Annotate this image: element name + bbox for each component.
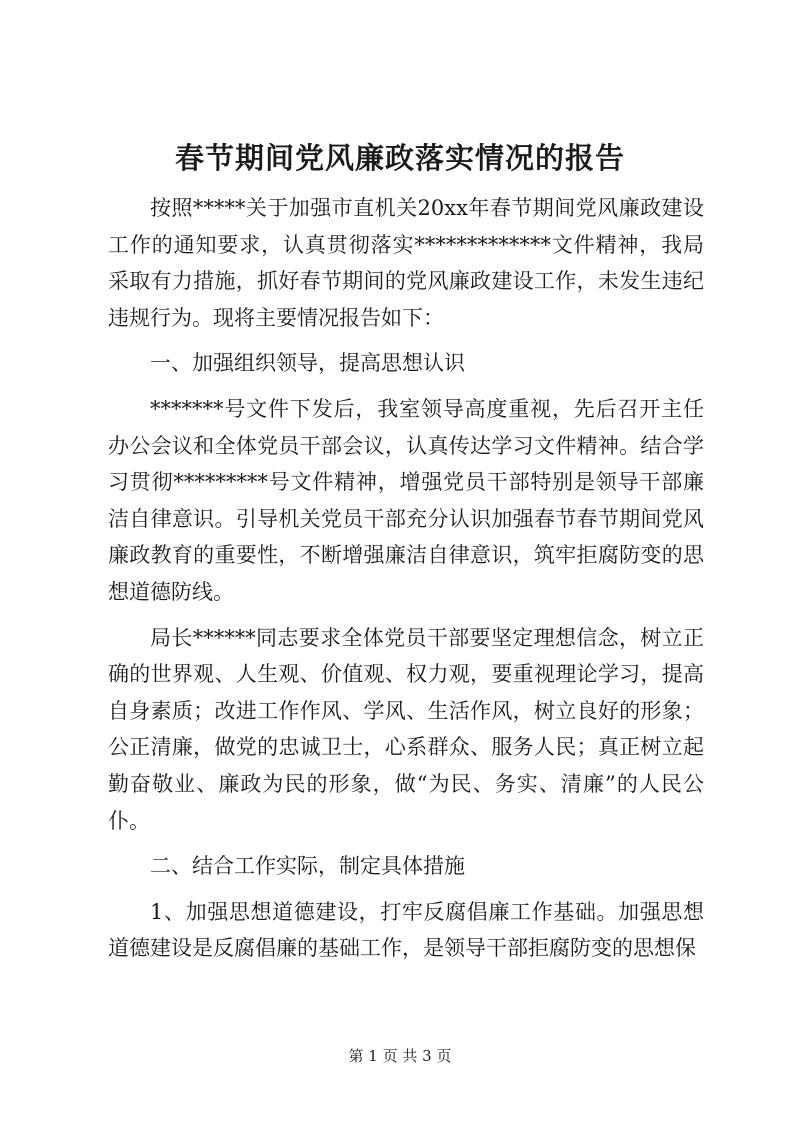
document-title: 春节期间党风廉政落实情况的报告 (174, 141, 625, 175)
section-heading-1: 一、加强组织领导，提高思想认识 (150, 351, 465, 376)
page-number-footer: 第 1 页 共 3 页 (348, 1047, 452, 1065)
paragraph-intro: 按照*****关于加强市直机关20xx年春节期间党风廉政建设工作的通知要求，认真贯彻落实*************文件精神，我局采取有力措施，抓好春节期间的党风廉政建设工作，未发生违纪违规行为。现将主要情况报告如下： (108, 196, 704, 330)
paragraph-section-2-a: 1、加强思想道德建设，打牢反腐倡廉工作基础。加强思想道德建设是反腐倡廉的基础工作，是领导干部拒腐防变的思想保 (108, 899, 704, 961)
paragraph-section-1-a: *******号文件下发后，我室领导高度重视，先后召开主任办公会议和全体党员干部会议，认真传达学习文件精神。结合学习贯彻*********号文件精神，增强党员干部特别是领导干部廉洁自律意识。引导机关党员干部充分认识加强春节春节期间党风廉政教育的重要性，不断增强廉洁自律意识，筑牢拒腐防变的思想道德防线。 (108, 396, 704, 604)
section-heading-2: 二、结合工作实际，制定具体措施 (150, 854, 465, 879)
document-body (108, 190, 704, 967)
paragraph-section-1-b: 局长******同志要求全体党员干部要坚定理想信念，树立正确的世界观、人生观、价值观、权力观，要重视理论学习，提高自身素质；改进工作作风、学风、生活作风，树立良好的形象；公正清廉，做党的忠诚卫士，心系群众、服务人民；真正树立起勤奋敬业、廉政为民的形象，做“为民、务实、清廉”的人民公仆。 (108, 625, 704, 833)
